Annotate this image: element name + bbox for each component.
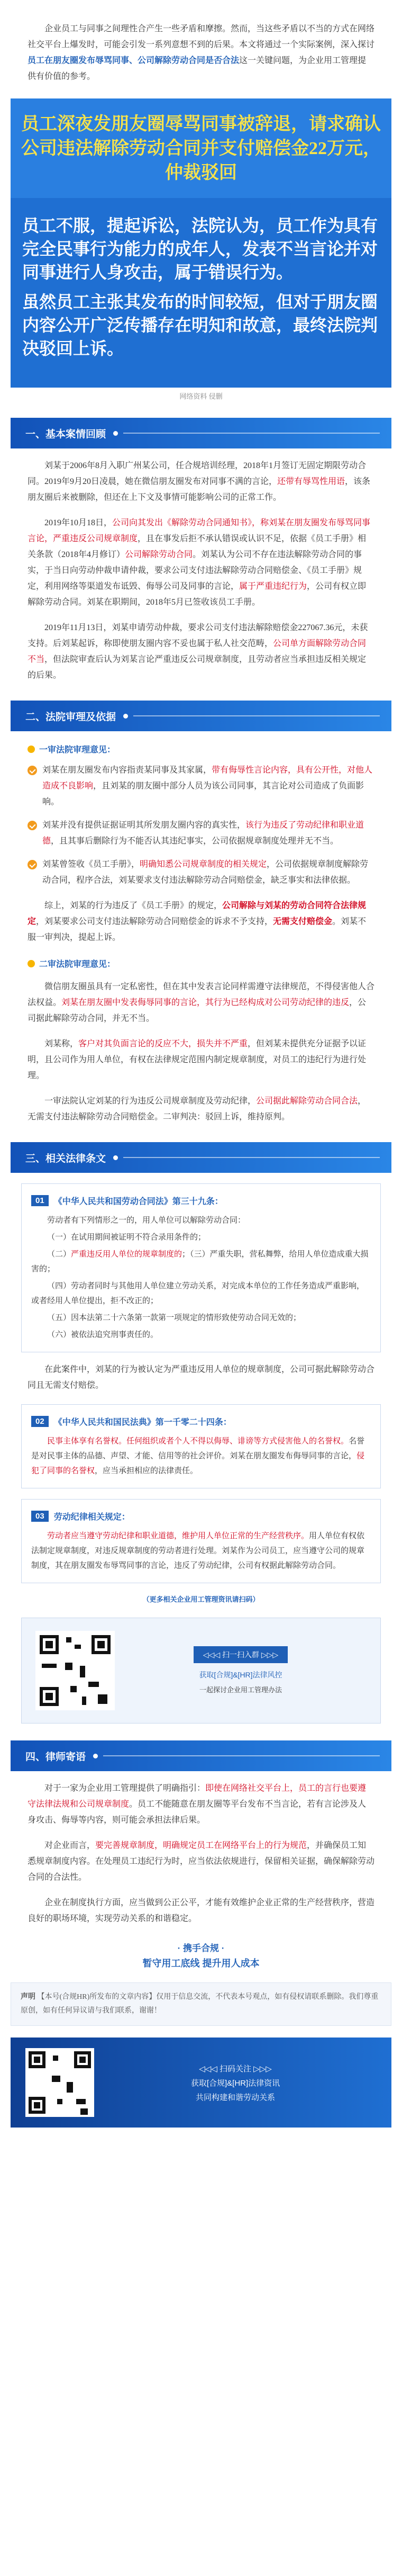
bullet-icon: [28, 960, 35, 967]
law-title: [31, 1415, 371, 1428]
highlight: 还带有辱骂性用语: [277, 477, 345, 486]
text: 刘某并没有提供证据证明其所发朋友圈内容的真实性，: [42, 821, 246, 830]
highlight: 公司解除与刘某的劳动合同符合法律规定: [28, 901, 367, 926]
highlight: 公司据此解除劳动合同合法: [256, 1097, 358, 1106]
law-title-text: 劳动纪律相关规定：: [53, 1513, 130, 1522]
law-text: [31, 1529, 371, 1573]
highlight: 刘某在朋友圈中发表侮辱同事的言论，其行为已经构成对公司劳动纪律的违反: [61, 998, 350, 1007]
intro-text: 企业员工与同事之间理性合产生一些矛盾和摩擦。然而，当这些矛盾以不当的方式在网络社交平台上爆发时，可能会引发一系列意想不到的后果。本文将通过一个实际案例，深入探讨: [28, 24, 375, 49]
text: 刘某称，: [44, 1039, 79, 1048]
image-caption: 网络资料 侵删: [179, 392, 223, 400]
intro-text-end: 这一关键问题，为企业用工管理提供有价值的参考。: [28, 56, 367, 81]
law-title: [31, 1510, 371, 1522]
law-title-text: 《中华人民共和国民法典》第一千零二十四条：: [53, 1418, 232, 1427]
qr-line-1: 获取[合规]&[HR]法律风控: [199, 1670, 282, 1679]
text: ，但刘某未提供充分证据予以证明，且公司作为用人单位，有权在法律规定范围内制定规章制度，对员工的违纪行为进行处理。: [28, 1039, 367, 1080]
highlight: 明确知悉公司规章制度的相关规定: [140, 860, 267, 869]
disclaimer-label: 声明: [21, 1993, 35, 2001]
section-title: 三、相关法律条文: [25, 1153, 106, 1164]
text: 刘某于2006年8月入职广州某公司，任合规培训经理，2018年1月签订无固定期限劳动合同。2019年9月20日凌晨，她在微信朋友圈发布对同事不满的言论，: [28, 461, 367, 486]
text: 。刘某不服一审判决，提起上诉。: [28, 917, 367, 942]
check-icon: [28, 821, 37, 830]
footer-line-1: ◁◁◁ 扫码关注 ▷▷▷: [199, 2064, 272, 2074]
court-paragraph-5: [0, 979, 402, 1027]
text: 对企业而言，: [44, 1841, 96, 1850]
footer-qr-code-icon[interactable]: [25, 2048, 94, 2117]
text: 名誉是对民事主体的品德、声望、才能、信用等的社会评价。刘某在朋友圈发布侮辱同事的言论，: [31, 1437, 365, 1460]
heading-text: 二审法院审理意见：: [39, 960, 116, 969]
news-body: [11, 198, 391, 388]
text: 2019年10月18日，: [44, 518, 113, 527]
check-icon: [28, 766, 37, 775]
qr-caption: （更多相关企业用工管理资讯请扫码）: [142, 1595, 260, 1603]
highlight: 公司解除劳动合同: [125, 550, 193, 559]
text: ，且刘某的朋友圈中部分人员为该公司同事，其言论对公司造成了负面影响。: [42, 782, 364, 806]
text: ，并确保员工知悉规章制度内容。在处理员工违纪行为时，应当依法依规进行，保留相关证据，确保解除劳动合同的合法性。: [28, 1841, 375, 1882]
slogan: [0, 1941, 402, 1970]
divider: [123, 433, 380, 434]
case-paragraph-2: [0, 515, 402, 611]
point-text: [42, 762, 374, 810]
text: 综上，刘某的行为违反了《员工手册》的规定，: [44, 901, 223, 910]
footer-line-2: 获取[合规]&[HR]法律资讯: [190, 2078, 280, 2088]
text: ，无需支付违法解除劳动合同赔偿金。二审判决：驳回上诉，维持原判。: [28, 1097, 367, 1121]
footer-text: [94, 2060, 377, 2106]
court-point-2: [0, 818, 402, 849]
court-paragraph-6: [0, 1036, 402, 1084]
news-body-p2: 虽然员工主张其发布的时间较短，但对于朋友圈内容公开广泛传播存在明知和故意，最终法院判决驳回上诉。: [22, 292, 378, 358]
text: ，但法院审查后认为刘某言论严重违反公司规章制度，且劳动者应当承担违反相关规定的后果。: [28, 655, 367, 680]
law-text: （五）因本法第二十六条第一款第一项规定的情形致使劳动合同无效的；: [47, 1314, 302, 1322]
point-text: [42, 857, 374, 888]
law-box-2: [21, 1404, 381, 1488]
text: 。员工不能随意在朋友圈等平台发布不当言论，若有言论涉及人身攻击、侮辱等内容，则可能会承担法律后果。: [28, 1800, 367, 1825]
text: ，应当承担相应的法律责任。: [95, 1467, 198, 1475]
highlight: 即使在网络社交平台上，员工的言行也要遵守法律法规和公司规章制度: [28, 1784, 367, 1809]
disclaimer-text: 【本号(合规HR)所发布的文章内容】仅用于信息交流，不代表本号观点，如有侵权请联系删除。我们尊重原创，如有任何异议请与我们联系，谢谢！: [21, 1993, 379, 2015]
text: （二）: [47, 1250, 71, 1259]
section-header-laws: [11, 1142, 391, 1173]
divider: [133, 715, 380, 716]
law-text: （六）被依法追究刑事责任的。: [47, 1331, 159, 1339]
highlight: 公司向其发出《解除劳动合同通知书》，称刘某在朋友圈发布辱骂同事言论，严重违反公司规章制度: [28, 518, 371, 543]
highlight: 劳动者应当遵守劳动纪律和职业道德，维护用人单位正常的生产经营秩序。: [47, 1532, 309, 1540]
divider: [103, 1755, 380, 1756]
section-title: 二、法院审理及依据: [25, 711, 116, 723]
check-icon: [28, 860, 37, 869]
section-title: 一、基本案情回顾: [25, 428, 106, 440]
news-image: [11, 98, 391, 388]
text: 微信朋友圈虽具有一定私密性，但在其中发表言论同样需遵守法律规范，不得侵害他人合法权益。: [28, 982, 375, 1007]
law-title-text: 《中华人民共和国劳动合同法》第三十九条：: [53, 1197, 223, 1206]
text: ，公司依据规章制度解除劳动合同，程序合法，刘某要求支付违法解除劳动合同赔偿金，缺乏事实和法律依据。: [42, 860, 369, 885]
advice-paragraph-3: 企业在制度执行方面，应当做到公正公平，才能有效维护企业正常的生产经营秩序，营造良好的职场环境，实现劳动关系的和谐稳定。: [28, 1898, 375, 1923]
law-text: [31, 1434, 371, 1478]
law-title: [31, 1195, 371, 1207]
section-header-case: [11, 418, 391, 448]
divider: [123, 1157, 380, 1158]
law-text: （一）在试用期间被证明不符合录用条件的；: [47, 1233, 206, 1242]
dot-icon: [113, 1155, 118, 1160]
intro-paragraph: [0, 0, 402, 85]
case-paragraph-1: [0, 458, 402, 506]
law-number: 02: [31, 1416, 49, 1427]
highlight: 客户对其负面言论的反应不大，损失并不严重: [78, 1039, 248, 1048]
text: ，公司据此解除劳动合同，并无不当。: [28, 998, 367, 1023]
dot-icon: [113, 431, 118, 436]
law-text: 劳动者有下列情形之一的，用人单位可以解除劳动合同：: [47, 1216, 246, 1225]
text: ，且在事发后拒不承认错误或认识不足，依据《员工手册》相关条款（2018年4月修订）: [28, 534, 367, 559]
text: 刘某在朋友圈发布内容指责某同事及其家属，: [42, 766, 212, 775]
highlight: 带有侮辱性言论内容，具有公开性，对他人造成不良影响: [42, 766, 373, 791]
footer-banner: [11, 2038, 391, 2128]
slogan-line-1: · 携手合规 ·: [177, 1943, 225, 1953]
highlight: 无需支付赔偿金: [273, 917, 333, 926]
highlight: 公司单方面解除劳动合同不当: [28, 639, 367, 664]
advice-paragraph-2: [0, 1838, 402, 1886]
dot-icon: [93, 1754, 98, 1758]
heading-text: 一审法院审理意见：: [39, 746, 116, 755]
court-paragraph-7: [0, 1093, 402, 1125]
text: 刘某曾签收《员工手册》，: [42, 860, 140, 869]
highlight: 侵犯了同事的名誉权: [31, 1452, 365, 1475]
law-number: 01: [31, 1195, 49, 1206]
qr-join-box: [21, 1618, 381, 1724]
highlight: 属于严重违纪行为: [239, 582, 307, 591]
disclaimer-box: [11, 1982, 391, 2026]
text: 用人单位有权依法制定规章制度，对违反规章制度的劳动者进行处理: [31, 1532, 365, 1555]
law-box-3: [21, 1499, 381, 1583]
court-point-1: [0, 762, 402, 810]
text: 。刘某认为公司不存在违法解除劳动合同的事实，于当日向劳动仲裁申请仲裁，要求公司支付违法解除劳动合同赔偿金、《员工手册》规定，利用网络等渠道发布诋毁、侮辱公司及同事的言论，: [28, 550, 362, 591]
section-title: 四、律师寄语: [25, 1751, 86, 1763]
highlight: 民事主体享有名誉权。任何组织或者个人不得以侮辱、诽谤等方式侵害他人的名誉权。: [47, 1437, 349, 1446]
text: 2019年11月13日，刘某申请劳动仲裁，要求公司支付违法解除赔偿金227067.36元，未获支持。后刘某起诉，称即使朋友圈内容不妥也属于私人社交范畴，: [28, 623, 368, 648]
dot-icon: [123, 714, 128, 719]
bullet-icon: [28, 746, 35, 753]
second-instance-heading: [0, 957, 402, 970]
footer-line-3: 共同构建和谐劳动关系: [195, 2093, 275, 2102]
text: 。刘某作为公司员工，应当遵守公司的规章制度，其在朋友圈发布辱骂同事的言论，违反了劳动纪律，公司有权据此解除劳动合同。: [31, 1547, 365, 1570]
law-text: [31, 1247, 371, 1277]
advice-paragraph-1: [0, 1781, 402, 1828]
text: ，公司有权立即解除劳动合同。刘某在职期间，2018年5月已签收该员工手册。: [28, 582, 367, 607]
text: ；（三）严重失职，营私舞弊，给用人单位造成重大损害的；: [31, 1250, 369, 1273]
qr-line-2: 一起探讨企业用工管理办法: [199, 1685, 282, 1694]
law-box-1: [21, 1183, 381, 1352]
intro-highlight: 员工在朋友圈发布辱骂同事、公司解除劳动合同是否合法: [28, 56, 240, 65]
text: ，且其事后删除行为不能否认其违纪事实，公司依据规章制度处理并无不当。: [51, 837, 339, 846]
text: 对于一家为企业用工管理提供了明确指引：: [44, 1784, 206, 1793]
law-number: 03: [31, 1511, 49, 1522]
court-summary: [0, 898, 402, 946]
scan-join-label: ◁◁◁ 扫一扫入群 ▷▷▷: [194, 1646, 288, 1663]
highlight: 该行为违反了劳动纪律和职业道德: [42, 821, 364, 846]
highlight: 严重违反用人单位的规章制度的: [71, 1250, 182, 1259]
text: 一审法院认定刘某的行为违反公司规章制度及劳动纪律，: [44, 1097, 257, 1106]
news-body-p1: 员工不服，提起诉讼，法院认为，员工作为具有完全民事行为能力的成年人，发表不当言论并对同事进行人身攻击，属于错误行为。: [22, 216, 378, 282]
text: ，该条朋友圈后来被删除，但还在上下文及事情可能影响公司的正常工作。: [28, 477, 371, 502]
law-text: （四）劳动者同时与其他用人单位建立劳动关系，对完成本单位的工作任务造成严重影响，或者经用人单位提出，拒不改正的；: [31, 1282, 365, 1305]
qr-join-text: [115, 1644, 367, 1698]
section-header-court: [11, 701, 391, 731]
highlight: 要完善规章制度，明确规定员工在网络平台上的行为规范: [95, 1841, 307, 1850]
text: ，刘某要求公司支付违法解除劳动合同赔偿金的诉求不予支持，: [36, 917, 273, 926]
first-instance-heading: [0, 743, 402, 755]
court-point-3: [0, 857, 402, 888]
point-text: [42, 818, 374, 849]
news-banner: 员工深夜发朋友圈辱骂同事被辞退，请求确认公司违法解除劳动合同并支付赔偿金22万元，仲裁驳回: [11, 98, 391, 198]
section-header-advice: [11, 1740, 391, 1771]
case-paragraph-3: [0, 620, 402, 684]
slogan-line-2: 暂守用工底线 提升用人成本: [142, 1958, 260, 1969]
qr-code-icon[interactable]: [35, 1631, 115, 1710]
law-1-commentary: 在此案件中，刘某的行为被认定为严重违反用人单位的规章制度，公司可据此解除劳动合同且无需支付赔偿。: [28, 1365, 375, 1390]
